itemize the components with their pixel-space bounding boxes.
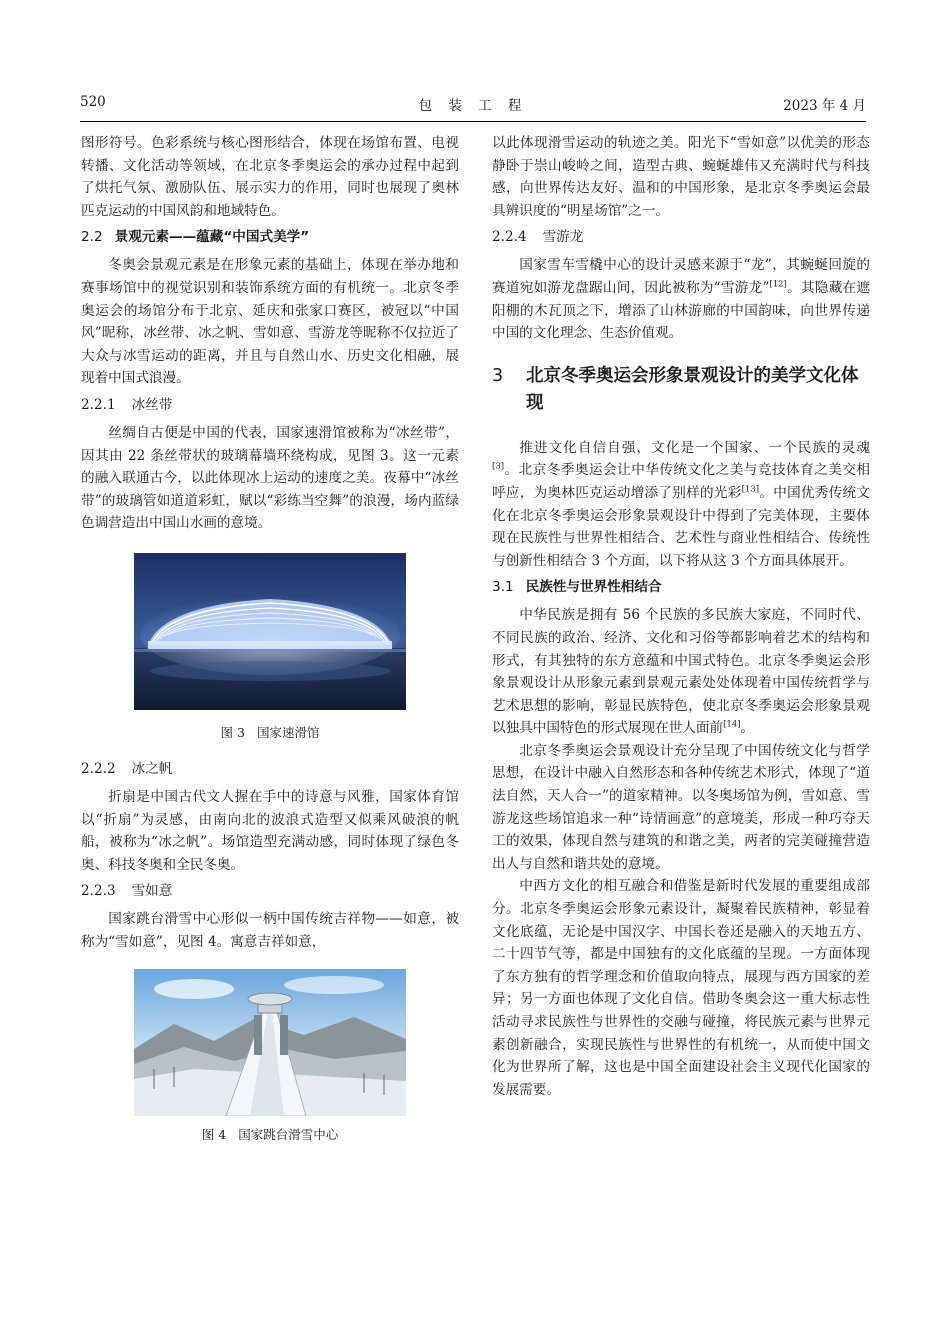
- heading-number: 2.2.4: [492, 229, 527, 246]
- paragraph-3: [492, 437, 870, 573]
- heading-2-2-2: [81, 758, 459, 780]
- heading-number: 2.2.1: [81, 396, 116, 413]
- figure-caption-text: 国家速滑馆: [256, 724, 320, 740]
- header-rule: [80, 121, 866, 122]
- page-number: 520: [80, 94, 106, 110]
- paragraph-3-1-2: 北京冬季奥运会景观设计充分呈现了中国传统文化与哲学思想，在设计中融入自然形态和各种传统艺术形式，体现了“道法自然，天人合一”的道家精神。以冬奥场馆为例，雪如意、雪游龙这些场馆追求一种“诗情画意”的意境美，形成一种巧夺天工的效果，体现自然与建筑的和谐之美，两者的完美碰撞营造出人与自然和谐共处的意境。: [492, 742, 870, 872]
- heading-2-2-4: [492, 226, 870, 248]
- figure-3-caption: [81, 724, 459, 742]
- paragraph-text: 国家雪车雪橇中心的设计灵感来源于“龙”，其蜿蜒回旋的赛道宛如游龙盘踞山间，因此被称为“雪游龙”: [492, 257, 870, 296]
- heading-number: 3.1: [492, 579, 514, 596]
- figure-3: [81, 553, 459, 742]
- figure-caption-text: 国家跳台滑雪中心: [238, 1127, 339, 1143]
- heading-number: 2.2.2: [81, 760, 116, 777]
- paragraph-2-2-1: 丝绸自古便是中国的代表，国家速滑馆被称为“冰丝带”，因其由 22 条丝带状的玻璃幕墙环绕构成，见图 3。这一元素的融入联通古今，以此体现冰上运动的速度之美。夜幕中“冰丝带”的玻璃管如道道彩虹，赋以“彩练当空舞”的浪漫，场内蓝绿色调营造出中国山水画的意境。: [81, 424, 459, 532]
- heading-2-2-1: [81, 394, 459, 416]
- speed-skating-oval-photo: [134, 553, 406, 710]
- paragraph-3-1-1: [492, 604, 870, 740]
- heading-number: 2.2: [81, 229, 103, 246]
- heading-title: 冰丝带: [131, 396, 173, 413]
- citation-ref: [14]: [723, 719, 741, 730]
- heading-number: 3: [492, 365, 504, 386]
- paragraph-intro: 图形符号。色彩系统与核心图形结合，体现在场馆布置、电视转播、文化活动等领域，在北京冬季奥运会的承办过程中起到了烘托气氛、激励队伍、展示实力的作用，同时也展现了奥林匹克运动的中国风韵和地域特色。: [81, 135, 459, 219]
- paragraph-text: 。中国优秀传统文化在北京冬季奥运会形象景观设计中得到了完美体现，主要体现在民族性与世界性相结合、艺术性与商业性相结合、传统性与创新性相结合 3 个方面，以下将从这 3 个方面具体展开。: [492, 484, 870, 569]
- heading-3: [492, 363, 870, 417]
- heading-number: 2.2.3: [81, 883, 116, 900]
- paragraph-text: 。其隐藏在遮阳棚的木瓦顶之下，增添了山林游廊的中国韵味，向世界传递中国的文化理念、生态价值观。: [492, 279, 871, 342]
- heading-3-1: [492, 576, 870, 598]
- heading-title: 冰之帆: [131, 760, 173, 777]
- paragraph-text: 。北京冬季奥运会让中华传统文化之美与竞技体育之美交相呼应，为奥林匹克运动增添了别样的光彩: [492, 462, 870, 501]
- left-column: [81, 132, 459, 1144]
- citation-ref: [12]: [769, 279, 787, 290]
- figure-4-caption: [81, 1126, 459, 1144]
- citation-ref: [13]: [741, 484, 760, 495]
- paragraph-text: 中华民族是拥有 56 个民族的多民族大家庭，不同时代、不同民族的政治、经济、文化和习俗等都影响着艺术的结构和形式，有其独特的东方意蕴和中国式特色。北京冬季奥运会形象景观设计从形象元素到景观元素处处体现着中国传统哲学与艺术思想的影响，彰显民族特色，使北京冬季奥运会形象景观以独具中国特色的形式展现在世人面前: [492, 607, 870, 737]
- right-column: [492, 132, 870, 1101]
- journal-title: 包 装 工 程: [418, 98, 528, 114]
- ski-jumping-centre-photo: [134, 969, 406, 1116]
- heading-title: 景观元素——蕴藏“中国式美学”: [114, 229, 310, 246]
- heading-title: 民族性与世界性相结合: [525, 579, 662, 596]
- paragraph-text: 推进文化自信自强，文化是一个国家、一个民族的灵魂: [519, 439, 870, 456]
- figure-4: [81, 969, 459, 1144]
- heading-title: 北京冬季奥运会形象景观设计的美学文化体现: [526, 365, 859, 413]
- paragraph-text: 。: [740, 720, 755, 737]
- heading-title: 雪如意: [131, 883, 173, 900]
- figure-number: 图 4: [201, 1127, 227, 1143]
- heading-2-2: [81, 226, 459, 248]
- paragraph-2-2-4: [492, 254, 870, 344]
- citation-ref: [3]: [492, 461, 505, 472]
- paragraph-3-1-3: 中西方文化的相互融合和借鉴是新时代发展的重要组成部分。北京冬季奥运会形象元素设计，凝聚着民族精神，彰显着文化底蕴，无论是中国汉字、中国长卷还是融入的天地五方、二十四节气等，都是中国独有的文化底蕴的呈现。一方面体现了东方独有的哲学理念和价值取向特点，展现与西方国家的差异；另一方面也体现了文化自信。借助冬奥会这一重大标志性活动寻求民族性与世界性的交融与碰撞，将民族元素与世界元素创新融合，实现民族性与世界性的有机统一，从而使中国文化为世界所了解，这也是中国全面建设社会主义现代化国家的发展需要。: [492, 878, 870, 1098]
- issue-date: 2023 年 4 月: [783, 98, 866, 114]
- paragraph-2-2-2: 折扇是中国古代文人握在手中的诗意与风雅，国家体育馆以“折扇”为灵感，由南向北的波浪式造型又似乘风破浪的帆船，被称为“冰之帆”。场馆造型充满动感，同时体现了绿色冬奥、科技冬奥和全民冬奥。: [81, 788, 459, 873]
- figure-number: 图 3: [220, 724, 245, 740]
- heading-2-2-3: [81, 880, 459, 902]
- paragraph-2-2: 冬奥会景观元素是在形象元素的基础上，体现在举办地和赛事场馆中的视觉识别和装饰系统方面的有机统一。北京冬季奥运会的场馆分布于北京、延庆和张家口赛区，被冠以“中国风”昵称，冰丝带、冰之帆、雪如意、雪游龙等昵称不仅拉近了大众与冰雪运动的距离，并且与自然山水、历史文化相融，展现着中国式浪漫。: [81, 257, 459, 387]
- paragraph-2-2-3: 国家跳台滑雪中心形似一柄中国传统吉祥物——如意，被称为“雪如意”，见图 4。寓意吉祥如意，: [81, 911, 459, 950]
- heading-title: 雪游龙: [542, 229, 584, 246]
- running-header: [80, 94, 866, 118]
- paragraph-continued: 以此体现滑雪运动的轨迹之美。阳光下“雪如意”以优美的形态静卧于崇山峻岭之间，造型古典、蜿蜒雄伟又充满时代与科技感，向世界传达友好、温和的中国形象，是北京冬季奥运会最具辨识度的“明星场馆”之一。: [492, 135, 870, 219]
